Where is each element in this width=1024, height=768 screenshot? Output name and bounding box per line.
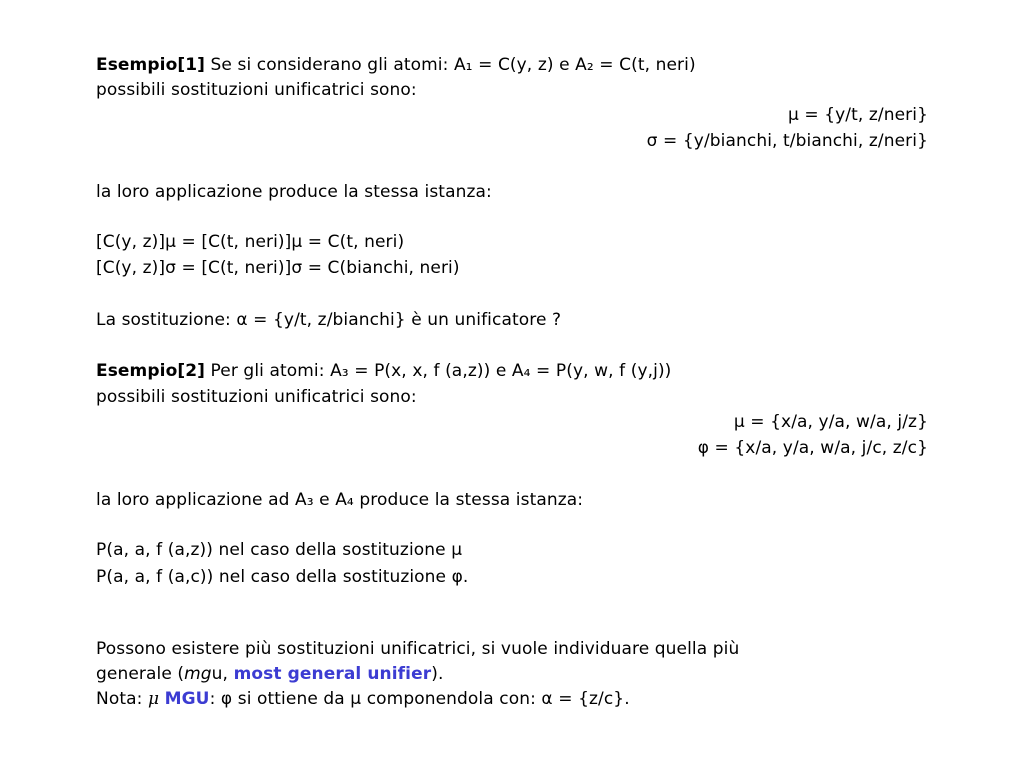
conclusion-mg: mg [184, 664, 212, 684]
conclusion-line2-post: ). [431, 664, 444, 684]
example1-result-intro: la loro applicazione produce la stessa istanza: [96, 182, 492, 202]
example1-result-sigma: [C(y, z)]σ = [C(t, neri)]σ = C(bianchi, neri) [96, 258, 460, 278]
nota-line [96, 689, 630, 709]
example2-line2: possibili sostituzioni unificatrici sono: [96, 387, 417, 407]
example1-line1 [96, 55, 696, 75]
example1-sigma: σ = {y/bianchi, t/bianchi, z/neri} [646, 131, 928, 151]
conclusion-line2 [96, 664, 443, 684]
example1-title: Esempio[1] [96, 55, 206, 75]
nota-rest: : φ si ottiene da μ componendola con: α = {z/c}. [209, 689, 630, 709]
example2-phi: φ = {x/a, y/a, w/a, j/c, z/c} [697, 438, 928, 458]
example2-result-mu: P(a, a, f (a,z)) nel caso della sostituzione μ [96, 540, 463, 560]
example2-title: Esempio[2] [96, 361, 206, 381]
example2-line1 [96, 361, 671, 381]
conclusion-line1: Possono esistere più sostituzioni unificatrici, si vuole individuare quella più [96, 639, 740, 659]
example2-mu: μ = {x/a, y/a, w/a, j/z} [733, 412, 928, 432]
example2-atoms: Per gli atomi: A₃ = P(x, x, f (a,z)) e A₄ = P(y, w, f (y,j)) [205, 361, 672, 381]
example1-question: La sostituzione: α = {y/t, z/bianchi} è un unificatore ? [96, 310, 562, 330]
example1-line2: possibili sostituzioni unificatrici sono: [96, 80, 417, 100]
example2-result-intro: la loro applicazione ad A₃ e A₄ produce la stessa istanza: [96, 490, 584, 510]
nota-mu: μ [147, 689, 160, 709]
conclusion-line2-pre: generale ( [96, 664, 185, 684]
example1-result-mu: [C(y, z)]μ = [C(t, neri)]μ = C(t, neri) [96, 232, 405, 252]
conclusion-u: u, [211, 664, 234, 684]
example1-mu: μ = {y/t, z/neri} [787, 105, 928, 125]
most-general-unifier-link[interactable]: most general unifier [233, 664, 432, 684]
example2-result-phi: P(a, a, f (a,c)) nel caso della sostituzione φ. [96, 567, 469, 587]
example1-atoms: Se si considerano gli atomi: A₁ = C(y, z) e A₂ = C(t, neri) [205, 55, 696, 75]
mgu-label: MGU [164, 689, 210, 709]
nota-label: Nota: [96, 689, 148, 709]
